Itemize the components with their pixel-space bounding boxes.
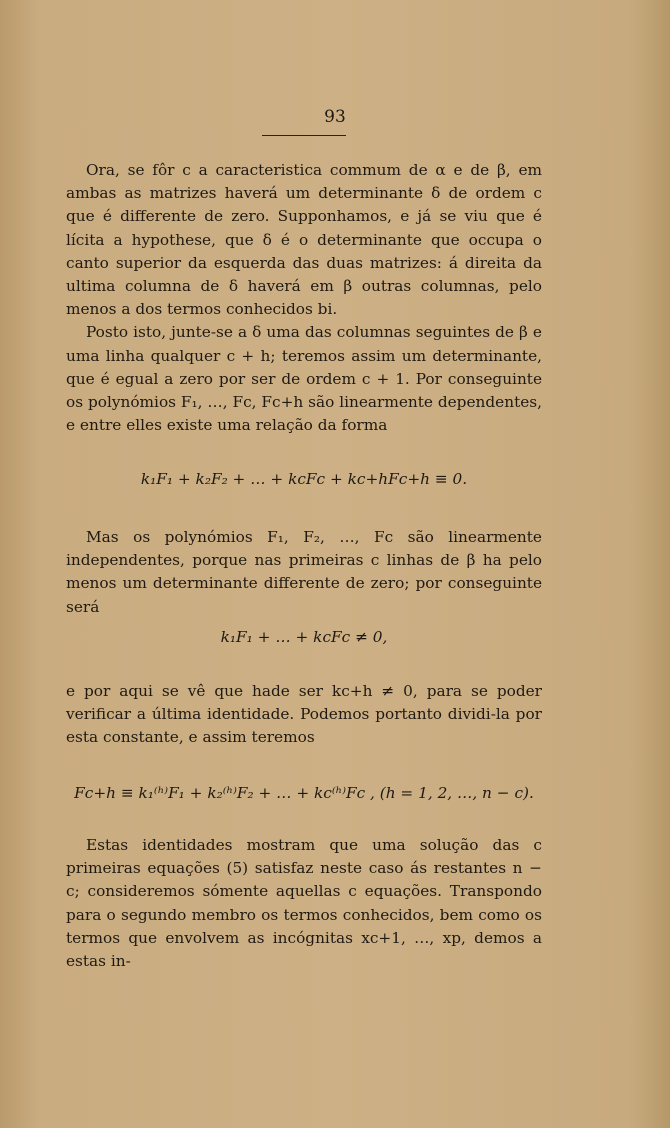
paragraph-5: Estas identidades mostram que uma solução das c primeiras equações (5) satisfaz neste caso ás restantes n − c; consideremos sómente aquellas c equações. Transpondo para o segundo membro os termos conhecidos, bem como os termos que envolvem as incógnitas xc+1, …, xp, demos a estas in-: [66, 836, 542, 971]
paragraph-4-block: [66, 680, 542, 750]
paragraph-3: Mas os polynómios F₁, F₂, …, Fc são linearmente independentes, porque nas primeiras c linhas de β ha pelo menos um determinante differente de zero; por conseguinte será: [66, 528, 542, 616]
paragraph-1-block: [66, 159, 542, 437]
paragraph-5-block: [66, 834, 542, 973]
equation-3: Fc+h ≡ k₁⁽ʰ⁾F₁ + k₂⁽ʰ⁾F₂ + … + kc⁽ʰ⁾Fc , (h = 1, 2, …, n − c).: [74, 784, 534, 802]
paragraph-2: Posto isto, junte-se a δ uma das columnas seguintes de β e uma linha qualquer c + h; teremos assim um determinante, que é egual a zero por ser de ordem c + 1. Por conseguinte os polynómios F₁, …, Fc, Fc+h são linearmente dependentes, e entre elles existe uma relação da forma: [66, 323, 542, 435]
paragraph-1: Ora, se fôr c a caracteristica commum de α e de β, em ambas as matrizes haverá um determinante δ de ordem c que é differente de zero. Supponhamos, e já se viu que é lícita a hypothese, que δ é o determinante que occupa o canto superior da esquerda das duas matrizes: á direita da ultima columna de δ haverá em β outras columnas, pelo menos a dos termos conhecidos bi.: [66, 161, 542, 319]
paragraph-3-block: [66, 526, 542, 619]
header-rule: [262, 135, 346, 136]
equation-2: k₁F₁ + … + kcFc ≠ 0,: [220, 628, 388, 646]
page-number: 93: [324, 107, 346, 127]
equation-1: k₁F₁ + k₂F₂ + … + kcFc + kc+hFc+h ≡ 0.: [140, 470, 468, 488]
paragraph-4: e por aqui se vê que hade ser kc+h ≠ 0, para se poder verificar a última identidade. Podemos portanto dividi-la por esta constante, e assim teremos: [66, 682, 542, 747]
